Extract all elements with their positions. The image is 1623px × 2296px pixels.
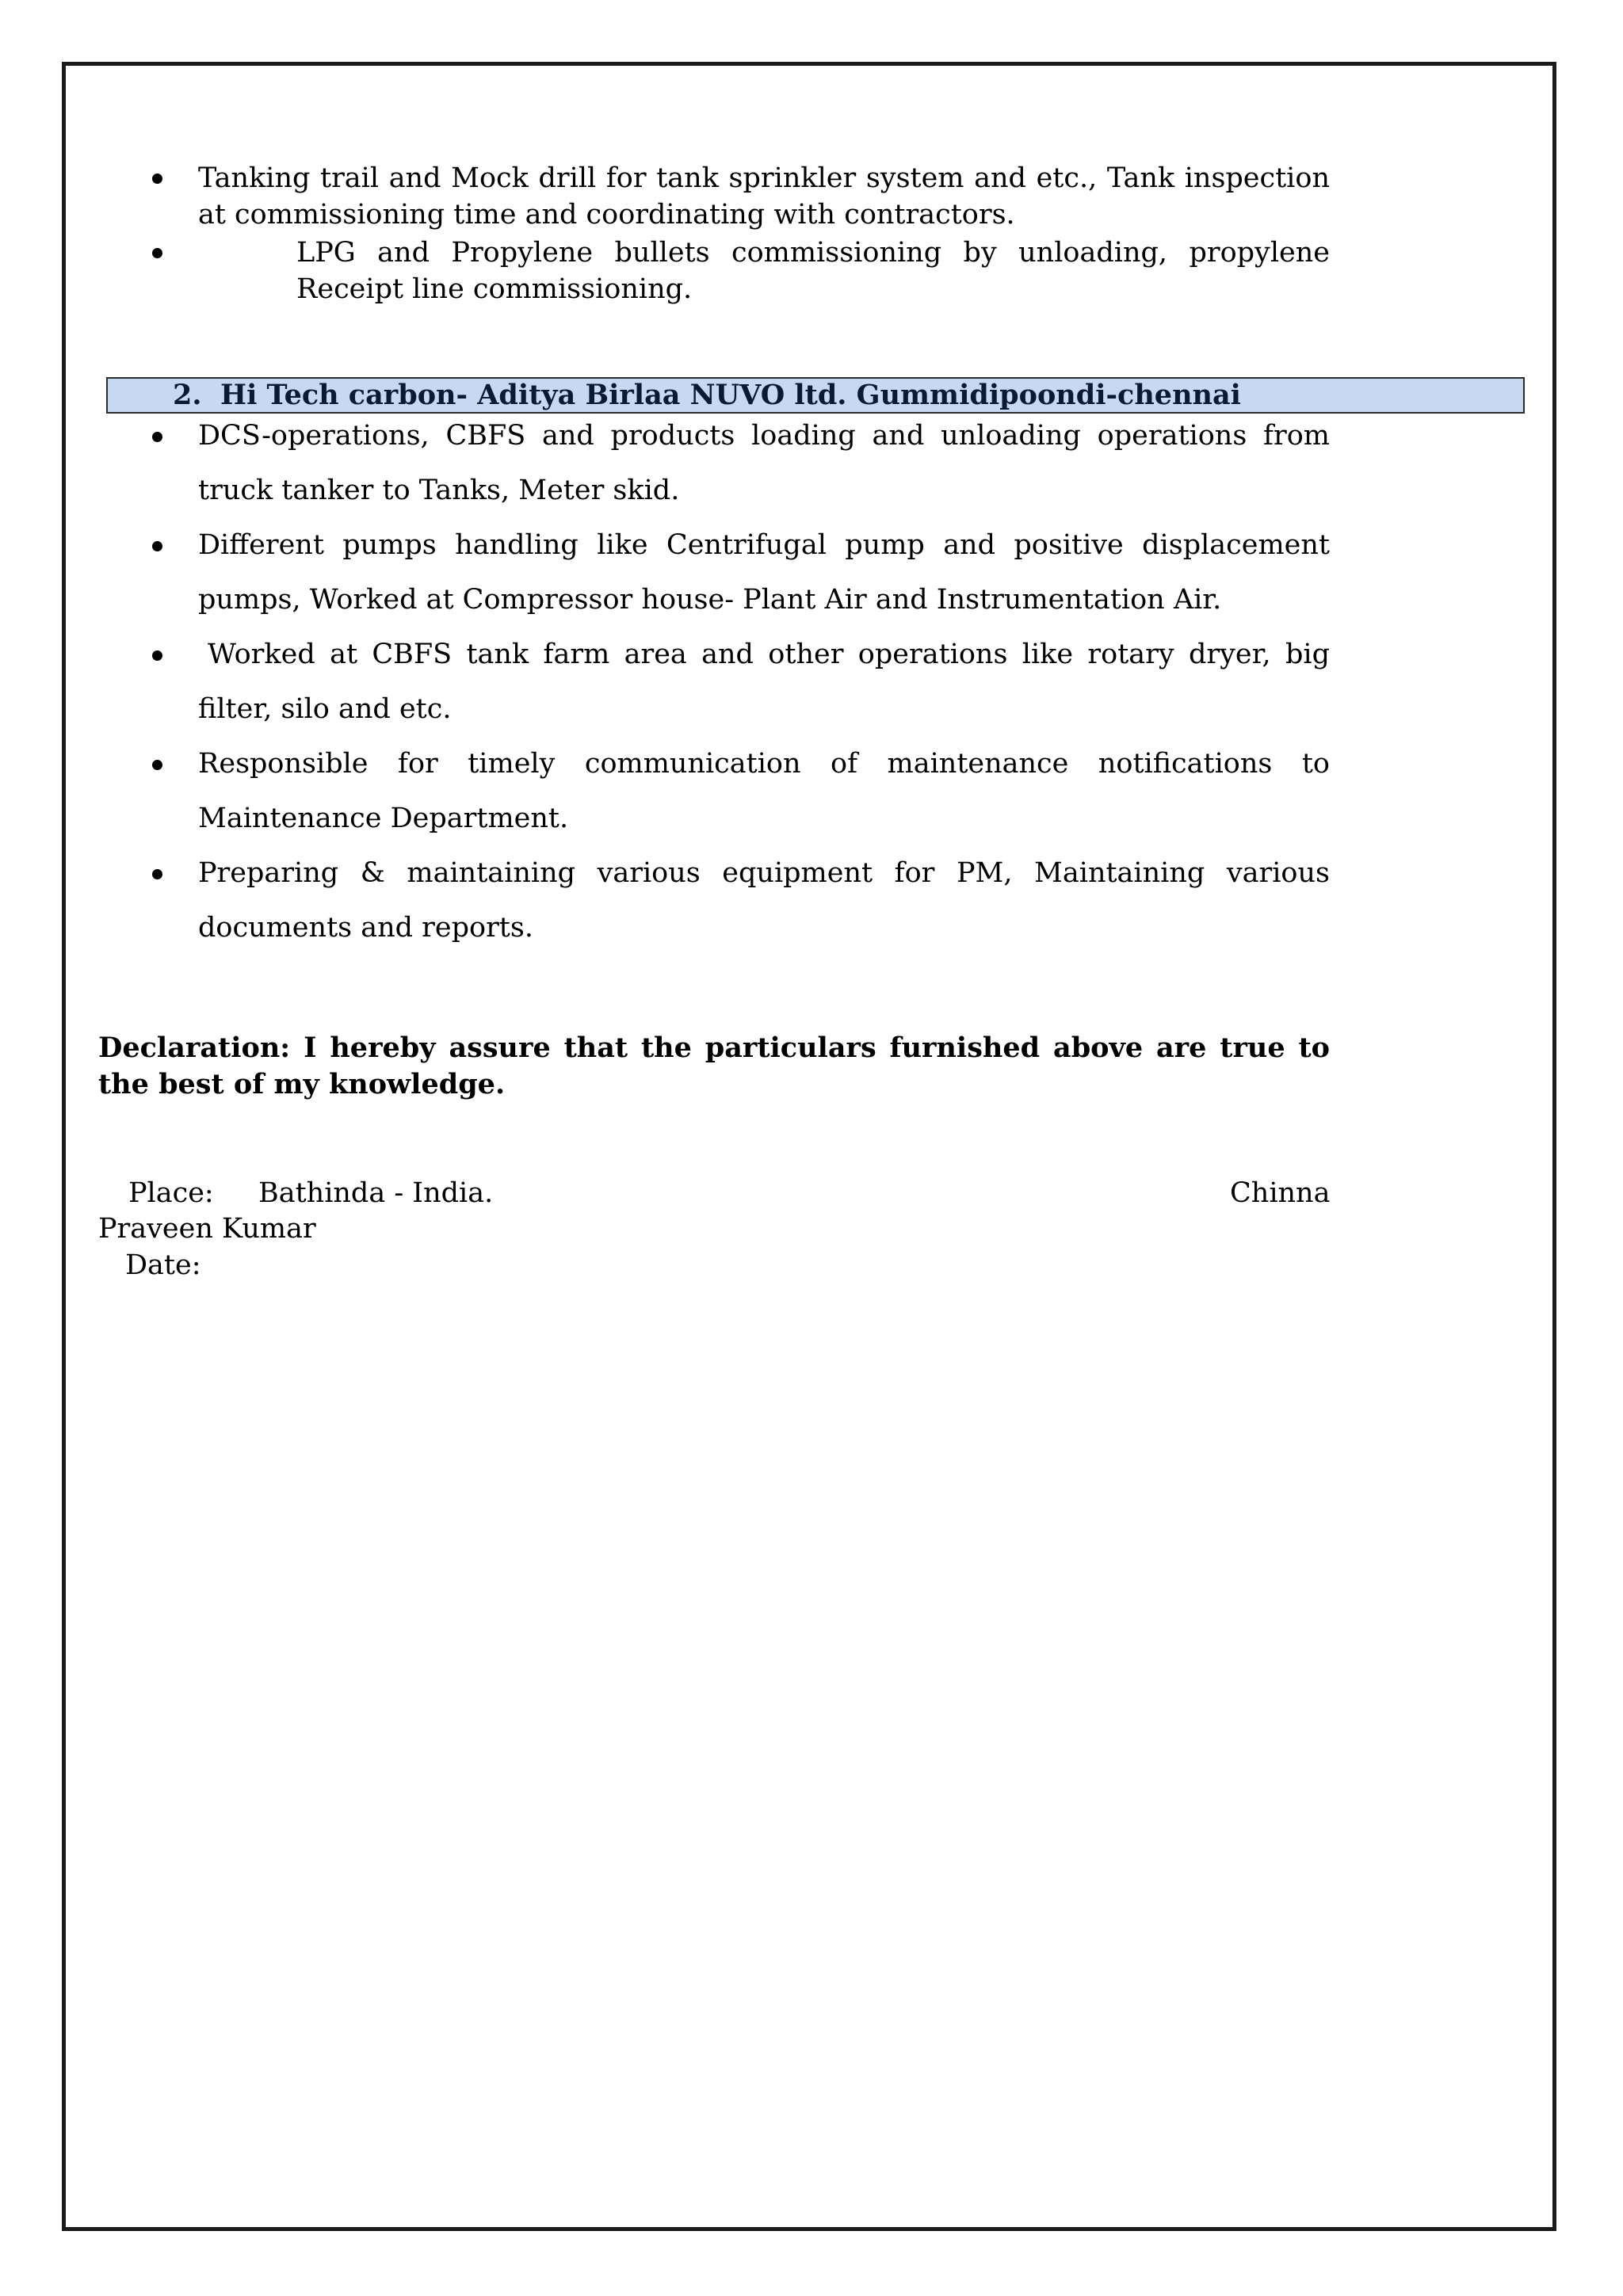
list-item-text: Responsible for timely communication of maintenance notifications to Maintenance Department. [198, 748, 1330, 834]
bullet-icon [152, 174, 162, 184]
list-item [147, 737, 1330, 846]
date-label: Date: [125, 1249, 201, 1281]
list-item [147, 846, 1330, 955]
signature-last-name: Praveen Kumar [98, 1213, 316, 1245]
list-item-text: Tanking trail and Mock drill for tank sprinkler system and etc., Tank inspection at commissioning time and coordinating with contractors. [198, 162, 1330, 231]
place-label: Place: [128, 1177, 214, 1209]
list-item [147, 160, 1330, 233]
bullet-icon [152, 650, 162, 661]
bullet-icon [152, 760, 162, 770]
list-item [147, 235, 1330, 307]
list-item [147, 409, 1330, 518]
bullet-icon [152, 432, 162, 442]
section-title: Hi Tech carbon- Aditya Birlaa NUVO ltd. Gummidipoondi-chennai [220, 379, 1241, 411]
list-item [147, 627, 1330, 737]
list-item-text: DCS-operations, CBFS and products loading and unloading operations from truck tanker to Tanks, Meter skid. [198, 420, 1330, 506]
bullet-icon [152, 541, 162, 551]
list-item-text: Worked at CBFS tank farm area and other operations like rotary dryer, big filter, silo and etc. [198, 639, 1330, 725]
experience-list-1 [147, 160, 1330, 309]
experience-list-2 [147, 409, 1330, 955]
bullet-icon [152, 869, 162, 879]
list-item-text: Preparing & maintaining various equipment for PM, Maintaining various documents and reports. [198, 857, 1330, 944]
declaration-text: Declaration: I hereby assure that the particulars furnished above are true to the best of my knowledge. [98, 1032, 1330, 1100]
section-number: 2. [173, 379, 202, 411]
place-value: Bathinda - India. [258, 1177, 494, 1209]
signature-first-name: Chinna [1230, 1177, 1331, 1209]
bullet-icon [152, 248, 162, 258]
list-item-text: LPG and Propylene bullets commissioning by unloading, propylene Receipt line commissioning. [296, 237, 1330, 305]
place-line [128, 1175, 493, 1211]
list-item [147, 518, 1330, 627]
list-item-text: Different pumps handling like Centrifugal pump and positive displacement pumps, Worked at Compressor house- Plant Air and Instrumentation Air. [198, 529, 1330, 616]
